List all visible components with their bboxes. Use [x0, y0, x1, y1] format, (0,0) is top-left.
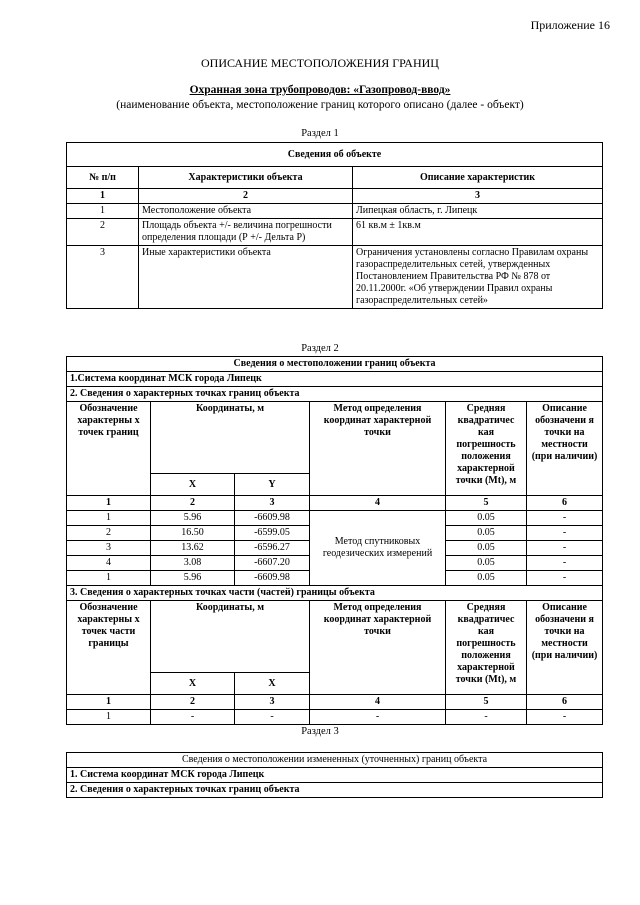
table-row	[67, 246, 603, 309]
col-y-header: X	[235, 673, 310, 695]
point-x: 3.08	[151, 556, 235, 571]
col-number: 3	[235, 496, 310, 511]
point-x: 5.96	[151, 571, 235, 586]
point-number: 3	[67, 541, 151, 556]
col-number: 4	[310, 496, 446, 511]
point-y: -6596.27	[235, 541, 310, 556]
col-number: 6	[527, 695, 603, 710]
points-header: 2. Сведения о характерных точках границ объекта	[67, 387, 603, 402]
row-num: 1	[67, 204, 139, 219]
appendix-label: Приложение 16	[530, 18, 610, 32]
row-desc: Липецкая область, г. Липецк	[353, 204, 603, 219]
col-coords-header: Координаты, м	[151, 601, 310, 673]
part-point-error: -	[446, 710, 527, 725]
col-number: 1	[67, 189, 139, 204]
col-point-part-header: Обозначение характерны х точек части границы	[67, 601, 151, 695]
method-cell: Метод спутниковых геодезических измерений	[310, 511, 446, 586]
table-row	[67, 219, 603, 246]
point-number: 1	[67, 571, 151, 586]
point-x: 13.62	[151, 541, 235, 556]
section3-table	[66, 752, 603, 798]
point-y: -6607.20	[235, 556, 310, 571]
section3-label: Раздел 3	[301, 726, 339, 737]
row-num: 2	[67, 219, 139, 246]
point-error: 0.05	[446, 571, 527, 586]
col-number: 3	[235, 695, 310, 710]
part-point-number: 1	[67, 710, 151, 725]
col-num-header: № п/п	[67, 167, 139, 189]
col-desc-header: Описание характеристик	[353, 167, 603, 189]
col-x-header: X	[151, 474, 235, 496]
col-number: 4	[310, 695, 446, 710]
table-row	[67, 710, 603, 725]
object-subtitle: (наименование объекта, местоположение границ которого описано (далее - объект)	[116, 99, 524, 111]
point-error: 0.05	[446, 511, 527, 526]
point-number: 1	[67, 511, 151, 526]
col-error-header: Средняя квадратичес кая погрешность положения характерной точки (Mt), м	[446, 402, 527, 496]
point-x: 5.96	[151, 511, 235, 526]
point-desc: -	[527, 511, 603, 526]
point-error: 0.05	[446, 526, 527, 541]
row-desc: 61 кв.м ± 1кв.м	[353, 219, 603, 246]
col-number: 1	[67, 695, 151, 710]
point-x: 16.50	[151, 526, 235, 541]
col-number: 2	[139, 189, 353, 204]
col-coords-header: Координаты, м	[151, 402, 310, 474]
col-char-header: Характеристики объекта	[139, 167, 353, 189]
row-num: 3	[67, 246, 139, 309]
coord-system: 1. Система координат МСК города Липецк	[67, 768, 603, 783]
parts-header: 3. Сведения о характерных точках части (частей) границы объекта	[67, 586, 603, 601]
page-title: ОПИСАНИЕ МЕСТОПОЛОЖЕНИЯ ГРАНИЦ	[201, 56, 439, 70]
point-error: 0.05	[446, 556, 527, 571]
point-y: -6599.05	[235, 526, 310, 541]
col-error-header: Средняя квадратичес кая погрешность положения характерной точки (Mt), м	[446, 601, 527, 695]
col-method-header: Метод определения координат характерной точки	[310, 601, 446, 695]
point-desc: -	[527, 526, 603, 541]
table-row	[67, 511, 603, 526]
col-number: 6	[527, 496, 603, 511]
object-title: Охранная зона трубопроводов: «Газопровод-ввод»	[189, 84, 451, 96]
part-point-y: -	[235, 710, 310, 725]
col-number: 2	[151, 496, 235, 511]
col-number: 5	[446, 695, 527, 710]
col-point-header: Обозначение характерны х точек границ	[67, 402, 151, 496]
section1-table	[66, 142, 603, 309]
section1-label: Раздел 1	[301, 128, 339, 139]
col-number: 2	[151, 695, 235, 710]
col-number: 1	[67, 496, 151, 511]
point-y: -6609.98	[235, 511, 310, 526]
point-number: 4	[67, 556, 151, 571]
row-desc: Ограничения установлены согласно Правилам охраны газораспределительных сетей, утвержденных Постановлением Правительства РФ № 878 от 20.11.2000г. «Об утверждении Правил охраны газораспределительных сетей»	[353, 246, 603, 309]
point-desc: -	[527, 541, 603, 556]
col-desc-header: Описание обозначени я точки на местности (при наличии)	[527, 601, 603, 695]
point-error: 0.05	[446, 541, 527, 556]
table-row	[67, 204, 603, 219]
part-point-x: -	[151, 710, 235, 725]
row-char: Иные характеристики объекта	[139, 246, 353, 309]
part-point-method: -	[310, 710, 446, 725]
point-number: 2	[67, 526, 151, 541]
col-number: 3	[353, 189, 603, 204]
section2-header: Сведения о местоположении границ объекта	[67, 357, 603, 372]
section2-label: Раздел 2	[301, 343, 339, 354]
col-y-header: Y	[235, 474, 310, 496]
point-y: -6609.98	[235, 571, 310, 586]
col-number: 5	[446, 496, 527, 511]
section2-table	[66, 356, 603, 725]
section3-header: Сведения о местоположении измененных (уточненных) границ объекта	[67, 753, 603, 768]
col-x-header: X	[151, 673, 235, 695]
coord-system: 1.Система координат МСК города Липецк	[67, 372, 603, 387]
point-desc: -	[527, 556, 603, 571]
points-header: 2. Сведения о характерных точках границ объекта	[67, 783, 603, 798]
row-char: Местоположение объекта	[139, 204, 353, 219]
part-point-desc: -	[527, 710, 603, 725]
col-method-header: Метод определения координат характерной точки	[310, 402, 446, 496]
row-char: Площадь объекта +/- величина погрешности определения площади (Р +/- Дельта Р)	[139, 219, 353, 246]
section1-header: Сведения об объекте	[67, 143, 603, 167]
point-desc: -	[527, 571, 603, 586]
col-desc-header: Описание обозначени я точки на местности (при наличии)	[527, 402, 603, 496]
